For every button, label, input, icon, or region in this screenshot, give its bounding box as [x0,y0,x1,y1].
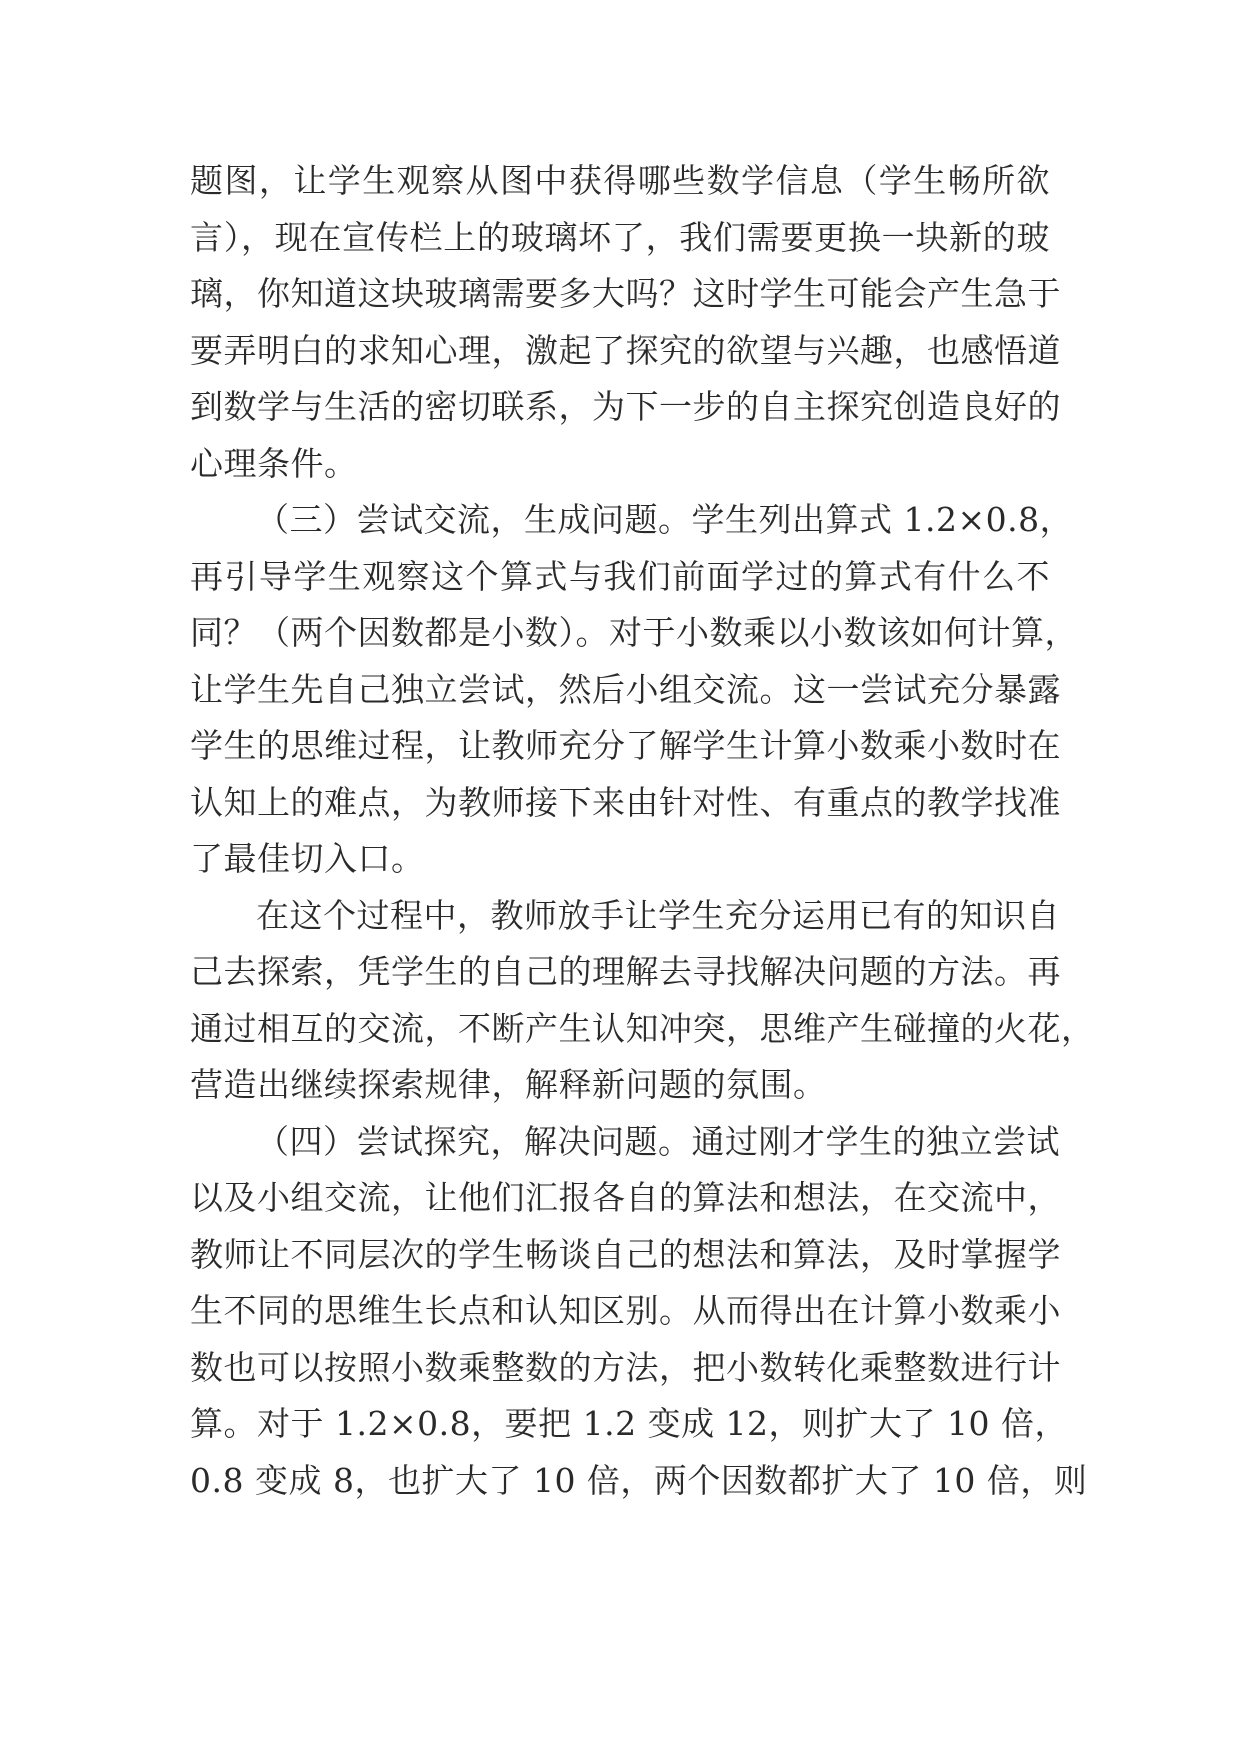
text-line: 以及小组交流，让他们汇报各自的算法和想法，在交流中， [190,1178,1061,1217]
paragraph-heading-line: （三）尝试交流，生成问题。学生列出算式 1.2×0.8， [256,500,1074,539]
text-line: 言），现在宣传栏上的玻璃坏了，我们需要更换一块新的玻 [190,217,1050,257]
text-line: 0.8 变成 8，也扩大了 10 倍，两个因数都扩大了 10 倍，则 [190,1460,1088,1500]
text-line: 生不同的思维生长点和认知区别。从而得出在计算小数乘小 [190,1291,1061,1330]
text-line: 教师让不同层次的学生畅谈自己的想法和算法，及时掌握学 [190,1234,1061,1274]
text-line: 学生的思维过程，让教师充分了解学生计算小数乘小数时在 [190,726,1061,765]
text-line: 让学生先自己独立尝试，然后小组交流。这一尝试充分暴露 [190,669,1061,709]
paragraph-heading-line: （四）尝试探究，解决问题。通过刚才学生的独立尝试 [256,1121,1060,1161]
text-line: 同？（两个因数都是小数）。对于小数乘以小数该如何计算， [190,613,1078,652]
text-line: 数也可以按照小数乘整数的方法，把小数转化乘整数进行计 [190,1347,1061,1387]
text-line: 了最佳切入口。 [190,839,425,878]
text-line: 通过相互的交流，不断产生认知冲突，思维产生碰撞的火花， [190,1008,1095,1048]
text-line: 心理条件。 [190,443,358,483]
text-line: 认知上的难点，为教师接下来由针对性、有重点的教学找准 [190,782,1061,822]
body-text [190,153,1095,1509]
text-line: 在这个过程中，教师放手让学生充分运用已有的知识自 [256,895,1060,935]
text-line: 题图，让学生观察从图中获得哪些数学信息（学生畅所欲 [190,161,1050,200]
text-line: 营造出继续探索规律，解释新问题的氛围。 [190,1065,827,1104]
text-line: 己去探索，凭学生的自己的理解去寻找解决问题的方法。再 [190,952,1061,991]
text-line: 要弄明白的求知心理，激起了探究的欲望与兴趣，也感悟道 [190,330,1061,370]
text-line: 到数学与生活的密切联系，为下一步的自主探究创造良好的 [190,387,1061,426]
text-line: 再引导学生观察这个算式与我们前面学过的算式有什么不 [190,556,1050,596]
text-line: 算。对于 1.2×0.8，要把 1.2 变成 12，则扩大了 10 倍， [190,1404,1069,1443]
text-line: 璃，你知道这块玻璃需要多大吗？这时学生可能会产生急于 [190,274,1061,313]
